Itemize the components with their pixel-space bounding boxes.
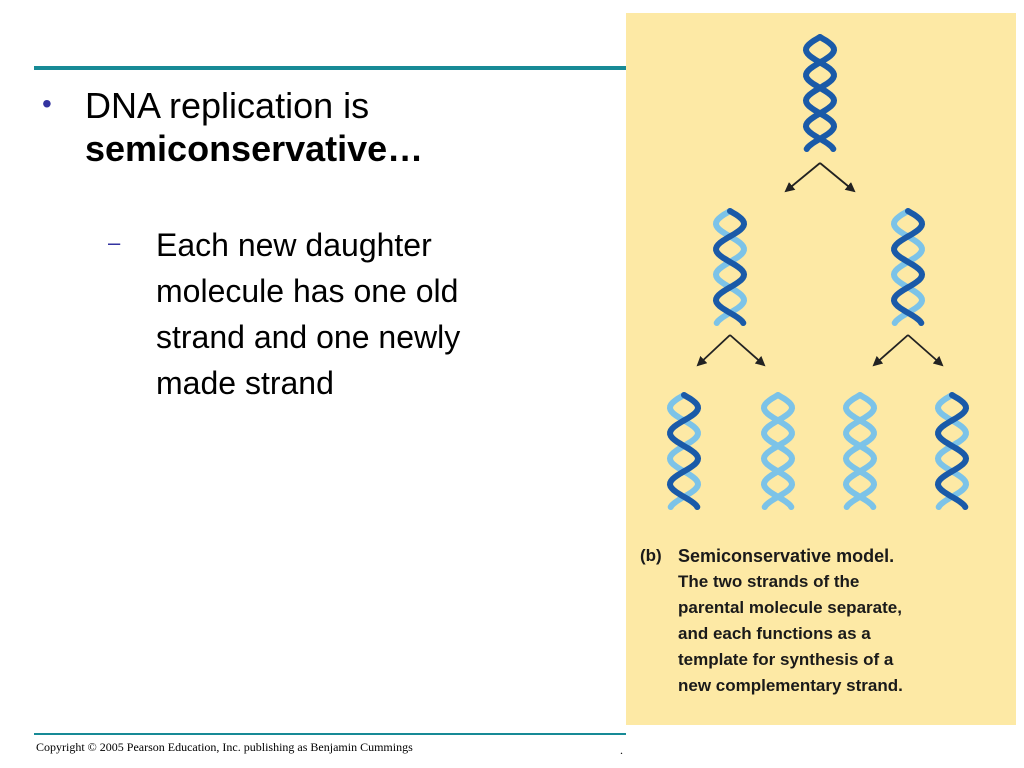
arrow-right <box>730 335 764 365</box>
sub-bullet-line: strand and one newly <box>156 319 461 355</box>
bottom-divider <box>34 733 626 735</box>
caption-heading: Semiconservative model. <box>678 546 895 566</box>
gen2-helix <box>846 395 874 507</box>
caption-line: parental molecule separate, <box>678 598 902 617</box>
dash-icon: – <box>108 230 121 255</box>
gen1-helix-left <box>716 211 744 323</box>
sub-bullet-line: Each new daughter <box>156 227 432 263</box>
arrow-left <box>786 163 820 191</box>
caption-line: and each functions as a <box>678 624 871 643</box>
arrow-right <box>908 335 942 365</box>
parent-helix <box>806 37 834 149</box>
caption-line: new complementary strand. <box>678 676 903 695</box>
sub-bullet <box>108 222 578 406</box>
replication-figure <box>626 13 1016 725</box>
main-bullet-text <box>85 84 602 170</box>
arrow-left <box>874 335 908 365</box>
dna-diagram <box>626 13 1016 533</box>
footer-dot: . <box>620 743 623 757</box>
arrow-right <box>820 163 854 191</box>
caption-line: template for synthesis of a <box>678 650 894 669</box>
main-bullet-line2: semiconservative… <box>85 128 424 169</box>
top-divider <box>34 66 626 70</box>
copyright-footer: Copyright © 2005 Pearson Education, Inc. publishing as Benjamin Cummings <box>36 740 413 754</box>
arrow-left <box>698 335 730 365</box>
caption-label: (b) <box>640 546 662 565</box>
gen2-helix <box>670 395 698 507</box>
sub-bullet-line: molecule has one old <box>156 273 459 309</box>
gen2-helix <box>764 395 792 507</box>
sub-bullet-line: made strand <box>156 365 334 401</box>
gen1-helix-right <box>894 211 922 323</box>
bullet-dot-icon: • <box>42 88 52 119</box>
figure-caption <box>640 543 1010 699</box>
main-bullet <box>42 84 602 170</box>
caption-line: The two strands of the <box>678 572 860 591</box>
sub-bullet-text <box>156 222 578 406</box>
gen2-helix <box>938 395 966 507</box>
main-bullet-line1: DNA replication is <box>85 85 370 126</box>
